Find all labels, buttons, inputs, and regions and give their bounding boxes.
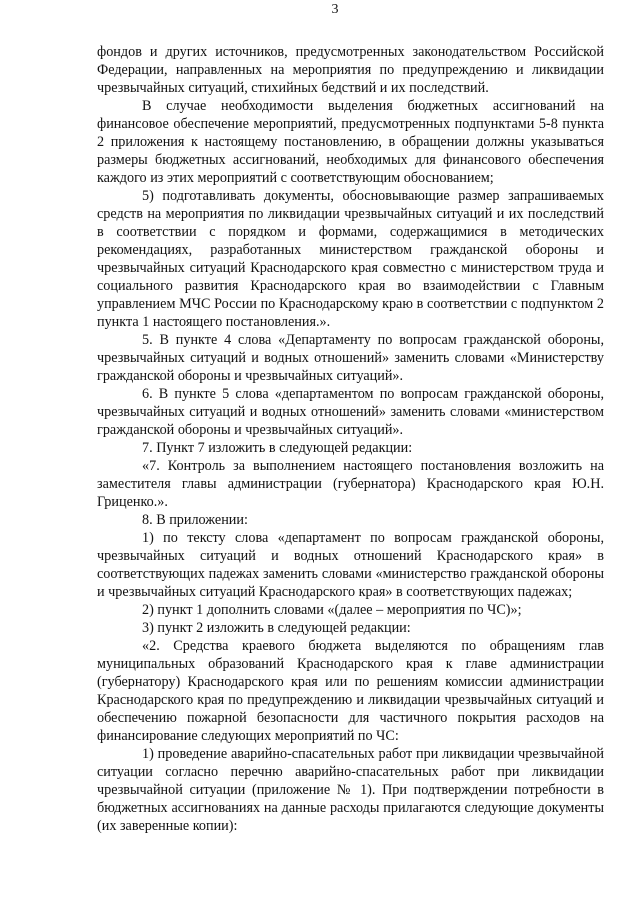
paragraph: «7. Контроль за выполнением настоящего постановления возложить на заместителя главы администрации (губернатора) Краснодарского края Ю.Н. Гриценко.».: [97, 458, 604, 510]
page-number: 3: [331, 2, 339, 17]
paragraph: 3) пункт 2 изложить в следующей редакции:: [142, 620, 411, 636]
paragraph: 5) подготавливать документы, обосновывающие размер запрашиваемых средств на мероприятия по ликвидации чрезвычайных ситуаций и их последствий в соответствии с порядком и формами, содержащимися в методических рекомендациях, разработанных министерством гражданской обороны и чрезвычайных ситуаций Краснодарского края совместно с министерством труда и социального развития Краснодарского края во взаимодействии с Главным управлением МЧС России по Краснодарскому краю в соответствии с подпунктом 2 пункта 1 настоящего постановления.».: [97, 188, 604, 330]
paragraph: 2) пункт 1 дополнить словами «(далее – мероприятия по ЧС)»;: [142, 602, 522, 618]
paragraph: 8. В приложении:: [142, 512, 248, 528]
paragraph: 1) проведение аварийно-спасательных работ при ликвидации чрезвычайной ситуации согласно перечню аварийно-спасательных работ при ликвидации чрезвычайной ситуации (приложение № 1). При подтверждении потребности в бюджетных ассигнованиях на данные расходы прилагаются следующие документы (их заверенные копии):: [97, 746, 604, 834]
paragraph: В случае необходимости выделения бюджетных ассигнований на финансовое обеспечение мероприятий, предусмотренных подпунктами 5-8 пункта 2 приложения к настоящему постановлению, в обращении должны указываться размеры бюджетных ассигнований, необходимых для финансового обеспечения каждого из этих мероприятий с соответствующим обоснованием;: [97, 98, 604, 186]
paragraph: «2. Средства краевого бюджета выделяются по обращениям глав муниципальных образований Краснодарского края к главе администрации (губернатору) Краснодарского края или по решениям комиссии администрации Краснодарского края по предупреждению и ликвидации чрезвычайных ситуаций и обеспечению пожарной безопасности для частичного покрытия расходов на финансирование следующих мероприятий по ЧС:: [97, 638, 604, 744]
paragraph: фондов и других источников, предусмотренных законодательством Российской Федерации, направленных на мероприятия по предупреждению и ликвидации чрезвычайных ситуаций, стихийных бедствий и их последствий.: [97, 44, 604, 96]
paragraph: 1) по тексту слова «департамент по вопросам гражданской обороны, чрезвычайных ситуаций и водных отношений Краснодарского края» в соответствующих падежах заменить словами «министерство гражданской обороны и чрезвычайных ситуаций Краснодарского края» в соответствующих падежах;: [97, 530, 604, 600]
paragraph: 7. Пункт 7 изложить в следующей редакции:: [142, 440, 413, 456]
paragraph: 6. В пункте 5 слова «департаментом по вопросам гражданской обороны, чрезвычайных ситуаций и водных отношений» заменить словами «министерством гражданской обороны и чрезвычайных ситуаций».: [97, 386, 604, 438]
paragraph: 5. В пункте 4 слова «Департаменту по вопросам гражданской обороны, чрезвычайных ситуаций и водных отношений» заменить словами «Министерству гражданской обороны и чрезвычайных ситуаций».: [97, 332, 604, 384]
document-body: [97, 43, 604, 835]
